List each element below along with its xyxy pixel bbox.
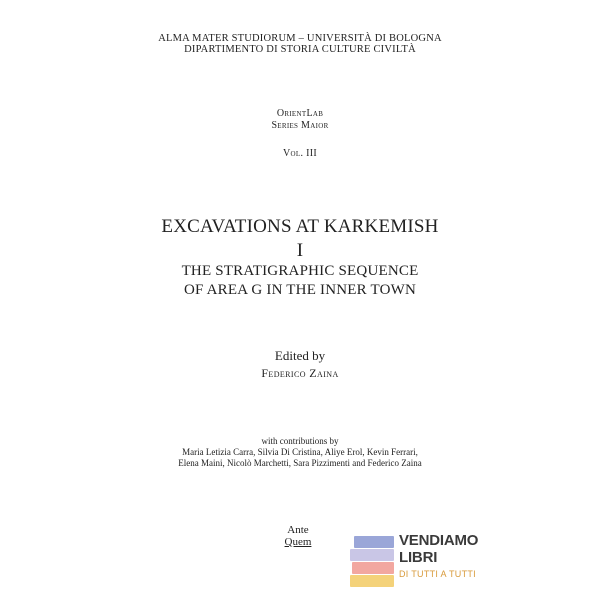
edited-by-label: Edited by [274, 348, 326, 363]
watermark-stripe-pink [352, 562, 394, 574]
watermark-line-2: LIBRI [399, 549, 438, 566]
book-subtitle-line-2: OF AREA G IN THE INNER TOWN [183, 282, 417, 298]
watermark-line-1: VENDIAMO [399, 532, 479, 549]
contributors-line-1: Maria Letizia Carra, Silvia Di Cristina, Aliye Erol, Kevin Ferrari, [182, 447, 418, 457]
publisher-logo-line-1: Ante [287, 524, 309, 536]
watermark-tagline: DI TUTTI A TUTTI [399, 569, 476, 579]
watermark-stripe-blue [354, 536, 394, 548]
institution-line-2: DIPARTIMENTO DI STORIA CULTURE CIVILTÀ [184, 44, 416, 55]
watermark-logo [350, 532, 490, 592]
book-title: EXCAVATIONS AT KARKEMISH [161, 216, 439, 237]
volume-number: Vol. III [283, 148, 317, 159]
book-number: I [296, 240, 304, 261]
publisher-logo [273, 524, 323, 548]
institution-line-1: ALMA MATER STUDIORUM – UNIVERSITÀ DI BOLOGNA [158, 33, 442, 44]
watermark-stripe-yellow [350, 575, 394, 587]
editor-name: Federico Zaina [261, 366, 339, 380]
series-subtitle: Series Maior [271, 120, 329, 131]
contributions-label: with contributions by [261, 436, 339, 446]
book-subtitle-line-1: THE STRATIGRAPHIC SEQUENCE [181, 263, 419, 279]
publisher-logo-line-2: Quem [284, 536, 312, 548]
watermark-wordmark [399, 532, 478, 566]
contributors-line-2: Elena Maini, Nicolò Marchetti, Sara Pizzimenti and Federico Zaina [178, 458, 422, 468]
watermark-stripe-lavender [350, 549, 394, 561]
series-name: OrientLab [276, 108, 324, 119]
